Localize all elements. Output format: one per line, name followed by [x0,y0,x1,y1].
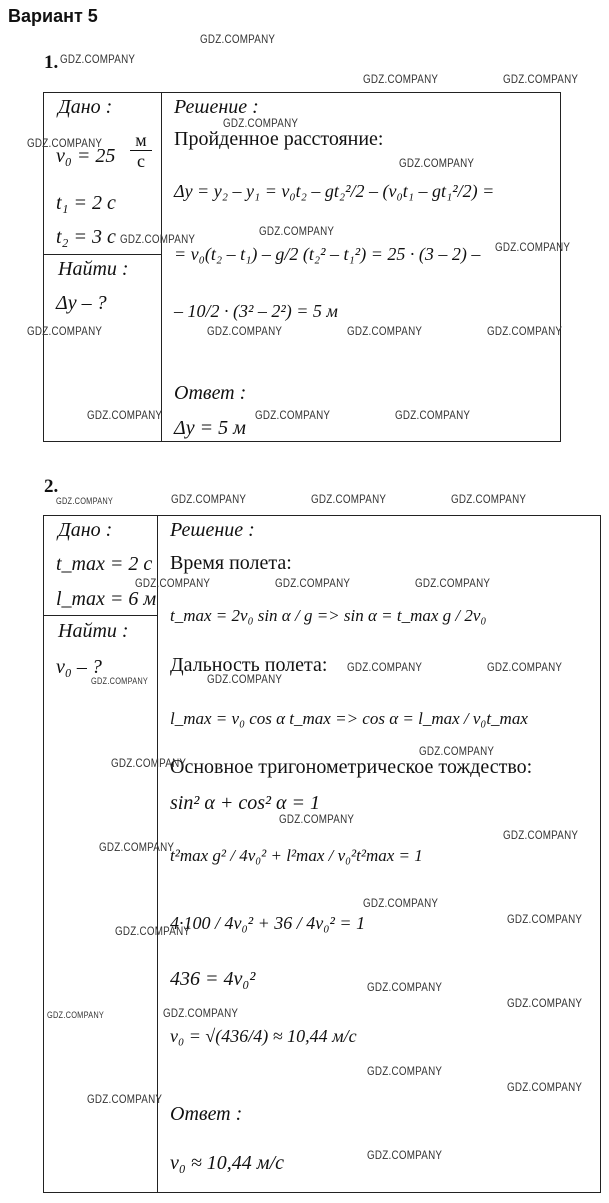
equation-3: sin² α + cos² α = 1 [170,792,320,814]
watermark: GDZ.COMPANY [503,828,579,842]
watermark: GDZ.COMPANY [87,1092,163,1106]
flight-range-heading: Дальность полета: [170,654,328,676]
given-v0-unit: м с [130,130,152,171]
equation-5: 4·100 / 4v₀² + 36 / 4v₀² = 1 [170,913,366,933]
watermark: GDZ.COMPANY [367,980,443,994]
given-label: Дано : [58,96,113,118]
watermark: GDZ.COMPANY [207,324,283,338]
given-tmax: t_max = 2 с [56,553,153,575]
answer-label-2: Ответ : [170,1103,243,1125]
watermark: GDZ.COMPANY [451,492,527,506]
watermark: GDZ.COMPANY [507,1080,583,1094]
problem-2-number: 2. [44,476,59,497]
watermark: GDZ.COMPANY [507,912,583,926]
equation-7: v₀ = √(436/4) ≈ 10,44 м/с [170,1026,357,1046]
find-label-2: Найти : [58,620,129,642]
watermark: GDZ.COMPANY [120,232,196,246]
watermark: GDZ.COMPANY [419,744,495,758]
solution-line-1: Пройденное расстояние: [174,128,384,150]
solution-line-3: = v₀(t₂ – t₁) – g/2 (t₂² – t₁²) = 25 · (3 – 2) – [174,244,481,264]
watermark: GDZ.COMPANY [135,576,211,590]
watermark: GDZ.COMPANY [347,324,423,338]
watermark: GDZ.COMPANY [363,896,439,910]
watermark: GDZ.COMPANY [487,324,563,338]
find-value: Δy – ? [56,292,107,314]
watermark: GDZ.COMPANY [495,240,571,254]
given-t2: t₂ = 3 с [56,226,116,248]
problem-2-given-divider [43,615,157,616]
watermark: GDZ.COMPANY [487,660,563,674]
watermark: GDZ.COMPANY [163,1006,239,1020]
solution-label: Решение : [174,96,259,118]
watermark: GDZ.COMPANY [279,812,355,826]
watermark: GDZ.COMPANY [60,52,136,66]
equation-6: 436 = 4v₀² [170,968,256,990]
watermark: GDZ.COMPANY [395,408,471,422]
equation-2: l_max = v₀ cos α t_max => cos α = l_max / v₀t_max [170,709,528,728]
variant-title: Вариант 5 [8,6,98,26]
watermark: GDZ.COMPANY [115,924,191,938]
watermark: GDZ.COMPANY [367,1064,443,1078]
watermark: GDZ.COMPANY [255,408,331,422]
watermark: GDZ.COMPANY [507,996,583,1010]
flight-time-heading: Время полета: [170,552,292,574]
given-v0: v₀ = 25 [56,145,116,167]
solution-line-2: Δy = y₂ – y₁ = v₀t₂ – gt₂²/2 – (v₀t₁ – gt₁²/2) = [174,181,495,201]
problem-1-number: 1. [44,52,59,73]
watermark: GDZ.COMPANY [27,324,103,338]
solution-line-4: – 10/2 · (3² – 2²) = 5 м [174,301,338,321]
given-t1: t₁ = 2 с [56,192,116,214]
watermark: GDZ.COMPANY [367,1148,443,1162]
watermark: GDZ.COMPANY [347,660,423,674]
answer-value: Δy = 5 м [174,417,246,439]
equation-1: t_max = 2v₀ sin α / g => sin α = t_max g / 2v₀ [170,606,487,625]
watermark: GDZ.COMPANY [259,224,335,238]
given-label-2: Дано : [58,519,113,541]
watermark: GDZ.COMPANY [91,676,149,686]
equation-4: t²max g² / 4v₀² + l²max / v₀²t²max = 1 [170,846,423,865]
watermark: GDZ.COMPANY [111,756,187,770]
watermark: GDZ.COMPANY [27,136,103,150]
answer-value-2: v₀ ≈ 10,44 м/с [170,1152,285,1174]
given-lmax: l_max = 6 м [56,588,157,610]
problem-1-divider [161,92,162,442]
watermark: GDZ.COMPANY [503,72,579,86]
watermark: GDZ.COMPANY [47,1010,105,1020]
solution-label-2: Решение : [170,519,255,541]
watermark: GDZ.COMPANY [56,496,114,506]
watermark: GDZ.COMPANY [223,116,299,130]
find-label: Найти : [58,258,129,280]
find-value-2: v₀ – ? [56,656,102,678]
watermark: GDZ.COMPANY [99,840,175,854]
watermark: GDZ.COMPANY [171,492,247,506]
problem-1-given-divider [43,254,161,255]
watermark: GDZ.COMPANY [200,32,276,46]
watermark: GDZ.COMPANY [311,492,387,506]
watermark: GDZ.COMPANY [363,72,439,86]
watermark: GDZ.COMPANY [87,408,163,422]
watermark: GDZ.COMPANY [399,156,475,170]
watermark: GDZ.COMPANY [415,576,491,590]
watermark: GDZ.COMPANY [207,672,283,686]
watermark: GDZ.COMPANY [275,576,351,590]
identity-heading: Основное тригонометрическое тождество: [170,756,533,778]
answer-label: Ответ : [174,382,247,404]
